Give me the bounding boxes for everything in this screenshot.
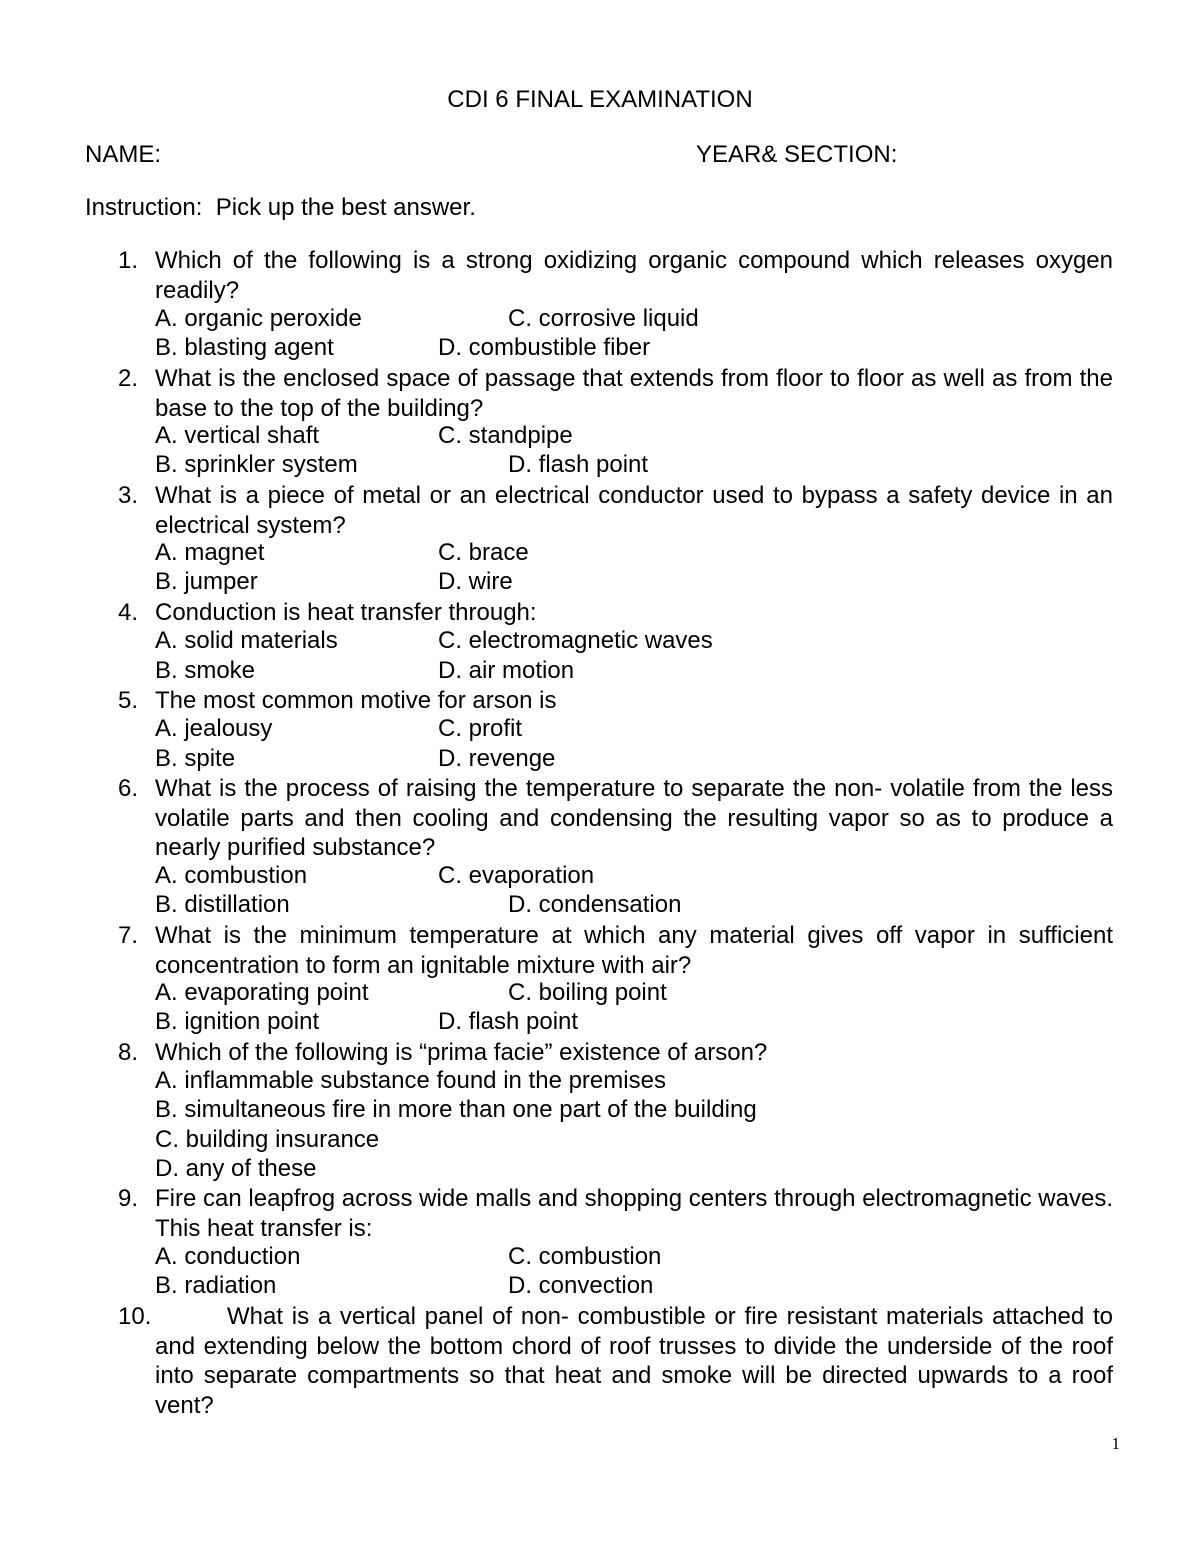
option-a: A. vertical shaft bbox=[155, 422, 320, 449]
question-text: Conduction is heat transfer through: bbox=[155, 599, 537, 626]
question-number: 10. bbox=[118, 1303, 152, 1330]
question-text: Which of the following is “prima facie” existence of arson? bbox=[155, 1039, 768, 1066]
question-number: 9. bbox=[118, 1185, 139, 1212]
option-a: A. magnet bbox=[155, 539, 265, 566]
question-number: 3. bbox=[118, 482, 139, 509]
option-a: A. conduction bbox=[155, 1243, 301, 1270]
option-b: B. sprinkler system bbox=[155, 451, 358, 478]
question-number: 8. bbox=[118, 1039, 139, 1066]
question-number: 1. bbox=[118, 247, 139, 274]
question-number: 6. bbox=[118, 775, 139, 802]
option-c: C. standpipe bbox=[438, 422, 573, 449]
question-text: What is the enclosed space of passage that extends from floor to floor as well as from the base to the top of the building? bbox=[155, 365, 1113, 422]
option-c: C. boiling point bbox=[508, 979, 667, 1006]
option-b: B. simultaneous fire in more than one part of the building bbox=[155, 1096, 757, 1123]
question-number: 2. bbox=[118, 365, 139, 392]
option-d: D. any of these bbox=[155, 1155, 317, 1182]
option-d: D. revenge bbox=[438, 745, 556, 772]
question-text: Which of the following is a strong oxidizing organic compound which releases oxygen readily? bbox=[155, 247, 1113, 304]
option-a: A. evaporating point bbox=[155, 979, 369, 1006]
option-b: B. ignition point bbox=[155, 1008, 320, 1035]
option-b: B. distillation bbox=[155, 891, 290, 918]
option-b: B. blasting agent bbox=[155, 334, 334, 361]
question-number: 4. bbox=[118, 599, 139, 626]
option-b: B. spite bbox=[155, 745, 236, 772]
question-text: Fire can leapfrog across wide malls and shopping centers through electromagnetic waves. This heat transfer is: bbox=[155, 1185, 1113, 1242]
option-a: A. solid materials bbox=[155, 627, 338, 654]
name-label: NAME: bbox=[85, 141, 162, 168]
question-number: 5. bbox=[118, 687, 139, 714]
option-b: B. radiation bbox=[155, 1272, 277, 1299]
option-d: D. flash point bbox=[438, 1008, 579, 1035]
option-a: A. organic peroxide bbox=[155, 305, 362, 332]
option-c: C. brace bbox=[438, 539, 529, 566]
option-a: A. combustion bbox=[155, 862, 308, 889]
option-c: C. electromagnetic waves bbox=[438, 627, 713, 654]
question-number: 7. bbox=[118, 922, 139, 949]
page-number: 1 bbox=[1111, 1434, 1120, 1453]
option-b: B. jumper bbox=[155, 568, 258, 595]
option-d: D. wire bbox=[438, 568, 513, 595]
option-d: D. condensation bbox=[508, 891, 682, 918]
exam-title: CDI 6 FINAL EXAMINATION bbox=[447, 86, 753, 113]
option-d: D. combustible fiber bbox=[438, 334, 651, 361]
option-c: C. combustion bbox=[508, 1243, 662, 1270]
option-d: D. air motion bbox=[438, 657, 575, 684]
instruction-text: Instruction: Pick up the best answer. bbox=[85, 194, 476, 221]
option-a: A. jealousy bbox=[155, 715, 273, 742]
question-text: The most common motive for arson is bbox=[155, 687, 557, 714]
option-d: D. flash point bbox=[508, 451, 649, 478]
option-c: C. building insurance bbox=[155, 1126, 380, 1153]
question-text: What is the process of raising the temperature to separate the non- volatile from the less volatile parts and then cooling and condensing the resulting vapor so as to produce a nearly purified substance? bbox=[155, 775, 1113, 861]
question-text: What is a vertical panel of non- combustible or fire resistant materials attached to and extending below the bottom chord of roof trusses to divide the underside of the roof into separate compartments so that heat and smoke will be directed upwards to a roof vent? bbox=[155, 1303, 1113, 1419]
option-c: C. evaporation bbox=[438, 862, 595, 889]
question-text: What is a piece of metal or an electrical conductor used to bypass a safety device in an electrical system? bbox=[155, 482, 1113, 539]
option-c: C. profit bbox=[438, 715, 523, 742]
option-b: B. smoke bbox=[155, 657, 256, 684]
question-text: What is the minimum temperature at which any material gives off vapor in sufficient concentration to form an ignitable mixture with air? bbox=[155, 922, 1113, 979]
option-d: D. convection bbox=[508, 1272, 654, 1299]
option-a: A. inflammable substance found in the premises bbox=[155, 1067, 666, 1094]
year-section-label: YEAR& SECTION: bbox=[696, 141, 898, 168]
option-c: C. corrosive liquid bbox=[508, 305, 699, 332]
